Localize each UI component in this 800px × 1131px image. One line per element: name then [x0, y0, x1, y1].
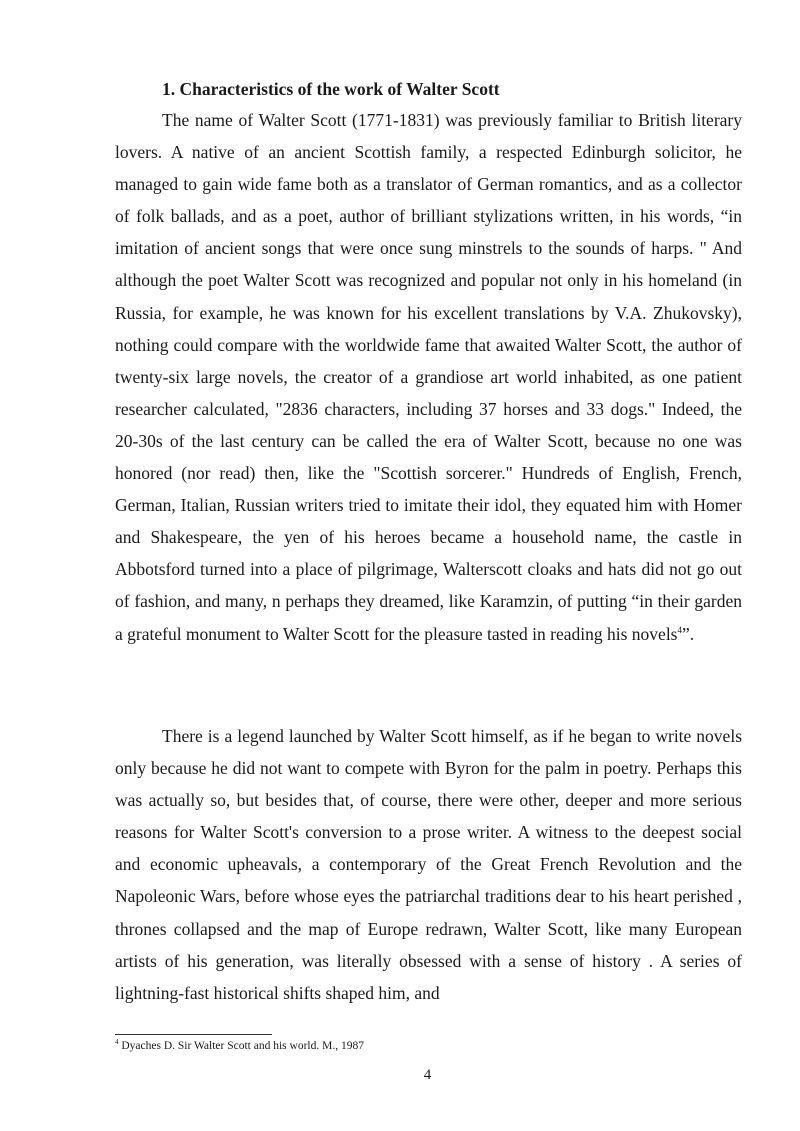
footnote-separator: [115, 1034, 272, 1035]
paragraph-2: There is a legend launched by Walter Scott himself, as if he began to write novels only because he did not want to compete with Byron for the palm in poetry. Perhaps this was actually so, but besides that, of course, there were other, deeper and more serious reasons for Walter Scott's conversion to a prose writer. A witness to the deepest social and economic upheavals, a contemporary of the Great French Revolution and the Napoleonic Wars, before whose eyes the patriarchal traditions dear to his heart perished , thrones collapsed and the map of Europe redrawn, Walter Scott, like many European artists of his generation, was literally obsessed with a sense of history . A series of lightning-fast historical shifts shaped him, and: [115, 726, 742, 1003]
page-number: 4: [423, 1067, 432, 1083]
footnote-reference[interactable]: 4: [677, 624, 682, 635]
paragraph-1-text: The name of Walter Scott (1771-1831) was previously familiar to British literary lovers. A native of an ancient Scottish family, a respected Edinburgh solicitor, he managed to gain wide fame both as a translator of German romantics, and as a collector of folk ballads, and as a poet, author of brilliant stylizations written, in his words, “in imitation of ancient songs that were once sung minstrels to the sounds of harps. " And although the poet Walter Scott was recognized and popular not only in his homeland (in Russia, for example, he was known for his excellent translations by V.A. Zhukovsky), nothing could compare with the worldwide fame that awaited Walter Scott, the author of twenty-six large novels, the creator of a grandiose art world inhabited, as one patient researcher calculated, "2836 characters, including 37 horses and 33 dogs." Indeed, the 20-30s of the last century can be called the era of Walter Scott, because no one was honored (nor read) then, like the "Scottish sorcerer." Hundreds of English, French, German, Italian, Russian writers tried to imitate their idol, they equated him with Homer and Shakespeare, the yen of his heroes became a household name, the castle in Abbotsford turned into a place of pilgrimage, Walterscott cloaks and hats did not go out of fashion, and many, n perhaps they dreamed, like Karamzin, of putting “in their garden a grateful monument to Walter Scott for the pleasure tasted in reading his novels: [115, 110, 742, 644]
paragraph-1-tail: ”.: [682, 623, 695, 644]
footnote-number: 4: [115, 1038, 119, 1047]
paragraph-1: [115, 104, 742, 650]
footnote: [115, 1039, 364, 1053]
section-heading: 1. Characteristics of the work of Walter Scott: [162, 79, 500, 99]
footnote-text: Dyaches D. Sir Walter Scott and his world. M., 1987: [118, 1040, 364, 1052]
